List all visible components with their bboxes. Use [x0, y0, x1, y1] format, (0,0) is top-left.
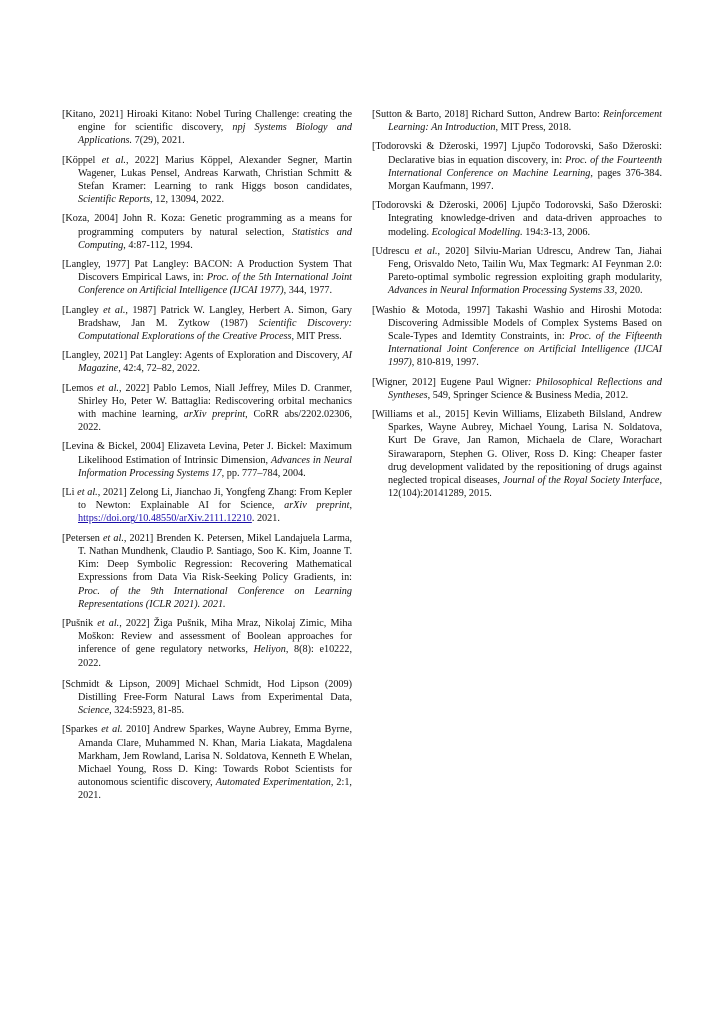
reference-text: , MIT Press. — [291, 331, 342, 343]
reference-text: [Langley, 2021] Pat Langley: Agents of Exploration and Discovery, — [62, 350, 343, 362]
reference-italic-text: : Philosophical Reflections and Syntheses — [388, 376, 662, 401]
references-left-column — [62, 108, 352, 809]
reference-text: [Washio & Motoda, 1997] Takashi Washio and Hiroshi Motoda: Discovering Admissible Models of Complex Systems Based on Scale-Types and Idemtity Constraints, in: — [372, 304, 662, 343]
reference-text: [Koza, 2004] John R. Koza: Genetic programming as a means for programming computers by natural selection, — [62, 213, 352, 238]
reference-text: , pp. 777–784, 2004. — [221, 467, 306, 479]
reference-italic-text: arXiv preprint — [183, 409, 246, 421]
reference-text: [Langley, 1977] Pat Langley: BACON: A Production System That Discovers Empirical Laws, in: — [62, 259, 352, 284]
reference-text: [Todorovski & Džeroski, 2006] Ljupčo Todorovski, Sašo Džeroski: Integrating knowledge-driven and data-driven approaches to modeling. — [372, 200, 662, 238]
reference-italic-text: Advances in Neural Information Processing Systems 17 — [78, 454, 352, 479]
reference-italic-text: et al. — [101, 154, 126, 166]
reference-italic-text: Journal of the Royal Society Interface — [502, 475, 660, 487]
reference-text: , 8(8): e10222, 2022. — [78, 644, 352, 669]
reference-text: , 2022] Žiga Pušnik, Miha Mraz, Nikolaj Zimic, Miha Moškon: Review and assessment of Boolean approaches for inference of gene regulatory networks, — [78, 617, 352, 656]
reference-italic-text: Scientific Reports — [78, 194, 151, 206]
reference-italic-text: et al. — [97, 382, 119, 394]
reference-text: , 12(104):20141289, 2015. — [388, 475, 662, 500]
reference-text: [Kitano, 2021] Hiroaki Kitano: Nobel Turing Challenge: creating the engine for scientific discovery, — [62, 109, 352, 134]
reference-italic-text: Proc. of the Fourteenth International Conference on Machine Learning — [388, 154, 662, 179]
reference-text: 194:3-13, 2006. — [522, 226, 591, 238]
reference-entry — [372, 140, 662, 193]
reference-text: [Sutton & Barto, 2018] Richard Sutton, Andrew Barto: — [372, 109, 603, 120]
reference-text: , 2020] Silviu-Marian Udrescu, Andrew Tan, Jiahai Feng, Orisvaldo Neto, Tailin Wu, Max Tegmark: AI Feynman 2.0: Pareto-optimal symbolic regression exploiting graph modularity, — [388, 245, 663, 284]
reference-text: , 4:87-112, 1994. — [123, 239, 193, 251]
reference-entry — [372, 245, 662, 298]
reference-entry — [372, 199, 662, 239]
reference-entry — [62, 154, 352, 207]
reference-text: , 2022] Marius Köppel, Alexander Segner, Martin Wagener, Lukas Pensel, Andreas Karwath, Christian Schmitt & Stefan Kramer: Learning to rank Higgs boson candidates, — [78, 154, 353, 193]
reference-entry — [62, 304, 352, 344]
reference-italic-text: Scientific Discovery: Computational Explorations of the Creative Process — [78, 317, 352, 343]
reference-entry — [62, 349, 352, 375]
reference-text: [Pušnik — [62, 617, 98, 629]
reference-text: [Udrescu — [372, 245, 415, 257]
reference-italic-text: Ecological Modelling. — [431, 226, 523, 238]
reference-entry — [62, 532, 352, 611]
reference-text: [Schmidt & Lipson, 2009] Michael Schmidt, Hod Lipson (2009) Distilling Free-Form Natural Laws from Experimental Data, — [62, 678, 352, 703]
reference-text: , 324:5923, 81-85. — [109, 705, 185, 717]
reference-italic-text: et al. — [103, 304, 126, 316]
reference-entry — [372, 408, 662, 500]
reference-text: , 1987] Patrick W. Langley, Herbert A. Simon, Gary Bradshaw, Jan M. Zytkow (1987) — [78, 304, 352, 329]
reference-text: , 2020. — [614, 285, 643, 297]
reference-entry — [62, 258, 352, 298]
reference-entry — [62, 440, 352, 480]
reference-text: [Köppel — [62, 154, 102, 166]
reference-italic-text: AI Magazine — [78, 350, 352, 375]
reference-text: [Levina & Bickel, 2004] Elizaveta Levina, Peter J. Bickel: Maximum Likelihood Estimation of Intrinsic Dimension, — [62, 441, 352, 466]
reference-italic-text: arXiv preprint — [284, 500, 350, 512]
reference-italic-text: Automated Experimentation, — [215, 777, 334, 789]
reference-entry — [62, 382, 352, 435]
reference-text: , 810-819, 1997. — [411, 357, 479, 369]
reference-entry — [62, 108, 352, 148]
references-right-column — [372, 108, 662, 506]
reference-italic-text: et al. — [103, 532, 124, 544]
reference-italic-text: Proc. of the Fifteenth International Joint Conference on Artificial Intelligence (IJCAI 1997) — [388, 331, 662, 369]
reference-text: [Li — [62, 487, 78, 499]
reference-italic-text: Advances in Neural Information Processing Systems 33 — [388, 285, 615, 297]
reference-text: [Todorovski & Džeroski, 1997] Ljupčo Todorovski, Sašo Džeroski: Declarative bias in equation discovery, in: — [372, 141, 662, 166]
reference-text: , 12, 13094, 2022. — [150, 194, 225, 206]
reference-italic-text: et al. — [97, 617, 120, 629]
reference-italic-text: Proc. of the 9th International Conference on Learning Representations (ICLR 2021). 2021. — [78, 585, 352, 610]
reference-italic-text: npj Systems Biology and Applications. — [78, 122, 352, 147]
reference-entry — [62, 486, 352, 526]
reference-entry — [62, 617, 352, 670]
reference-text: , 2021] Brenden K. Petersen, Mikel Landajuela Larma, T. Nathan Mundhenk, Claudio P. Santiago, Soo K. Kim, Joanne T. Kim: Deep Symbolic Regression: Recovering Mathematical Expressions from Data Via Risk-Seeking Policy Gradients, in: — [78, 532, 353, 584]
reference-entry — [372, 304, 662, 370]
reference-text: , 2022] Pablo Lemos, Niall Jeffrey, Miles D. Cranmer, Shirley Ho, Peter W. Battaglia: Rediscovering orbital mechanics with machine learning, — [78, 382, 352, 421]
reference-text: . 2021. — [251, 513, 280, 525]
reference-text: , pages 376-384. Morgan Kaufmann, 1997. — [388, 167, 662, 193]
reference-italic-text: et al. — [101, 724, 123, 736]
reference-text: , 549, Springer Science & Business Media, 2012. — [427, 389, 629, 401]
reference-entry — [62, 678, 352, 718]
reference-entry — [372, 108, 662, 134]
reference-text: [Lemos — [62, 382, 98, 394]
reference-text: [Williams et al., 2015] Kevin Williams, Elizabeth Bilsland, Andrew Sparkes, Wayne Aubrey, Michael Young, Larisa N. Soldatova, Kurt De Grave, Jan Ramon, Michaela de Clare, Worachart Sirawaraporn, Stephen G. Oliver, Ross D. King: Cheaper faster drug development validated by the repositioning of drugs against neglected tropical diseases, — [372, 409, 662, 487]
reference-italic-text: Heliyon — [253, 644, 286, 656]
reference-text: 7(29), 2021. — [132, 135, 185, 147]
reference-text: [Langley — [62, 304, 104, 316]
reference-text: , MIT Press, 2018. — [495, 122, 572, 134]
reference-text: , CoRR abs/2202.02306, 2022. — [78, 409, 353, 434]
reference-entry — [62, 723, 352, 802]
reference-text: , 42:4, 72–82, 2022. — [118, 363, 200, 375]
reference-text: 2:1, 2021. — [78, 777, 352, 802]
reference-text: , — [349, 500, 352, 512]
reference-text: [Petersen — [62, 532, 103, 544]
reference-italic-text: Proc. of the 5th International Joint Conference on Artificial Intelligence (IJCAI 1977) — [78, 272, 352, 297]
reference-italic-text: Statistics and Computing — [78, 226, 352, 251]
doi-link[interactable]: https://doi.org/10.48550/arXiv.2111.12210 — [78, 513, 252, 525]
reference-text: [Wigner, 2012] Eugene Paul Wigner — [372, 376, 528, 388]
reference-italic-text: et al. — [414, 245, 438, 257]
reference-text: , 344, 1977. — [283, 285, 333, 297]
reference-entry — [62, 212, 352, 252]
reference-text: , 2021] Zelong Li, Jianchao Ji, Yongfeng Zhang: From Kepler to Newton: Explainable AI for Science, — [78, 487, 352, 512]
reference-italic-text: et al. — [77, 487, 98, 499]
reference-italic-text: Reinforcement Learning: An Introduction — [388, 109, 662, 134]
reference-italic-text: Science — [78, 705, 110, 717]
reference-text: [Sparkes — [62, 724, 102, 736]
reference-text: 2010] Andrew Sparkes, Wayne Aubrey, Emma Byrne, Amanda Clare, Muhammed N. Khan, Maria Liakata, Magdalena Markham, Jem Rowland, Larisa N. Soldatova, Kenneth E Whelan, Michael Young, Ross D. King: Towards Robot Scientists for autonomous scientific discovery, — [78, 724, 352, 789]
reference-entry — [372, 376, 662, 402]
